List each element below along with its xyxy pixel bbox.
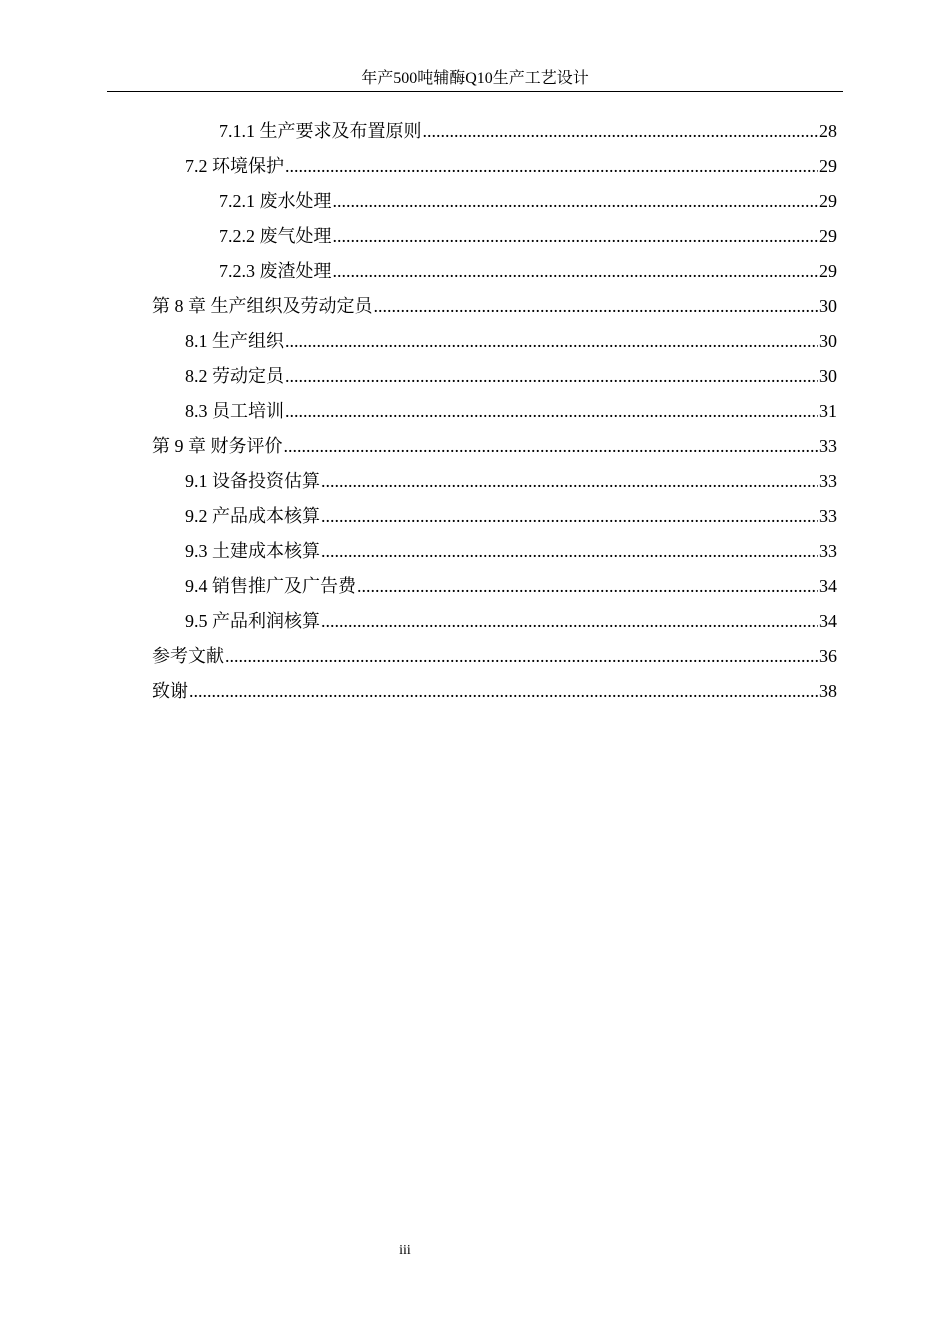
toc-entry-label: 9.3 土建成本核算	[185, 541, 320, 561]
toc-entry-7-2[interactable]	[185, 149, 837, 184]
toc-page-number: 29	[819, 156, 837, 176]
toc-page-number: 34	[819, 576, 837, 596]
toc-dot-leader	[284, 429, 819, 464]
toc-entry-label: 8.2 劳动定员	[185, 366, 284, 386]
toc-dot-leader	[333, 184, 819, 219]
toc-dot-leader	[321, 464, 818, 499]
toc-entry-label: 7.2.2 废气处理	[219, 226, 332, 246]
toc-entry-label: 7.2.1 废水处理	[219, 191, 332, 211]
toc-entry-label: 9.2 产品成本核算	[185, 506, 320, 526]
toc-dot-leader	[321, 604, 818, 639]
toc-page-number: 38	[819, 681, 837, 701]
page-number-footer: iii	[399, 1243, 411, 1258]
toc-entry-9-1[interactable]	[185, 464, 837, 499]
toc-page-number: 29	[819, 226, 837, 246]
toc-page-number: 30	[819, 296, 837, 316]
toc-entry-label: 9.5 产品利润核算	[185, 611, 320, 631]
header-divider	[107, 91, 843, 92]
toc-page-number: 33	[819, 436, 837, 456]
toc-entry-label: 7.2 环境保护	[185, 156, 284, 176]
toc-entry-label: 致谢	[152, 681, 188, 701]
toc-entry-label: 8.1 生产组织	[185, 331, 284, 351]
toc-page-number: 31	[819, 401, 837, 421]
toc-dot-leader	[357, 569, 818, 604]
toc-dot-leader	[189, 674, 818, 709]
toc-entry-label: 7.2.3 废渣处理	[219, 261, 332, 281]
toc-page-number: 30	[819, 331, 837, 351]
toc-dot-leader	[321, 499, 818, 534]
toc-entry-9-2[interactable]	[185, 499, 837, 534]
toc-page-number: 29	[819, 261, 837, 281]
toc-page-number: 28	[819, 121, 837, 141]
toc-dot-leader	[285, 359, 818, 394]
toc-entry-8-2[interactable]	[185, 359, 837, 394]
toc-entry-acknowledgements[interactable]	[152, 674, 837, 709]
toc-entry-references[interactable]	[152, 639, 837, 674]
toc-entry-label: 8.3 员工培训	[185, 401, 284, 421]
toc-entry-7-2-3[interactable]	[219, 254, 837, 289]
toc-entry-8-1[interactable]	[185, 324, 837, 359]
toc-entry-7-2-2[interactable]	[219, 219, 837, 254]
toc-entry-chapter-9[interactable]	[152, 429, 837, 464]
toc-entry-9-3[interactable]	[185, 534, 837, 569]
toc-entry-7-2-1[interactable]	[219, 184, 837, 219]
toc-entry-7-1-1[interactable]	[219, 114, 837, 149]
toc-dot-leader	[333, 219, 819, 254]
toc-dot-leader	[285, 394, 818, 429]
toc-page-number: 33	[819, 506, 837, 526]
toc-page-number: 33	[819, 471, 837, 491]
toc-entry-9-4[interactable]	[185, 569, 837, 604]
toc-entry-label: 9.1 设备投资估算	[185, 471, 320, 491]
toc-entry-9-5[interactable]	[185, 604, 837, 639]
toc-dot-leader	[374, 289, 819, 324]
toc-entry-label: 7.1.1 生产要求及布置原则	[219, 121, 422, 141]
toc-dot-leader	[321, 534, 818, 569]
toc-page-number: 33	[819, 541, 837, 561]
toc-entry-label: 第 9 章 财务评价	[152, 436, 283, 456]
toc-dot-leader	[423, 114, 819, 149]
toc-page-number: 30	[819, 366, 837, 386]
toc-page-number: 29	[819, 191, 837, 211]
toc-entry-label: 9.4 销售推广及广告费	[185, 576, 356, 596]
toc-page-number: 34	[819, 611, 837, 631]
toc-page-number: 36	[819, 646, 837, 666]
toc-entry-label: 第 8 章 生产组织及劳动定员	[152, 296, 373, 316]
toc-dot-leader	[225, 639, 818, 674]
page-header-title: 年产500吨辅酶Q10生产工艺设计	[361, 70, 589, 87]
toc-dot-leader	[285, 324, 818, 359]
toc-entry-8-3[interactable]	[185, 394, 837, 429]
toc-dot-leader	[333, 254, 819, 289]
toc-dot-leader	[285, 149, 818, 184]
toc-entry-chapter-8[interactable]	[152, 289, 837, 324]
toc-entry-label: 参考文献	[152, 646, 224, 666]
